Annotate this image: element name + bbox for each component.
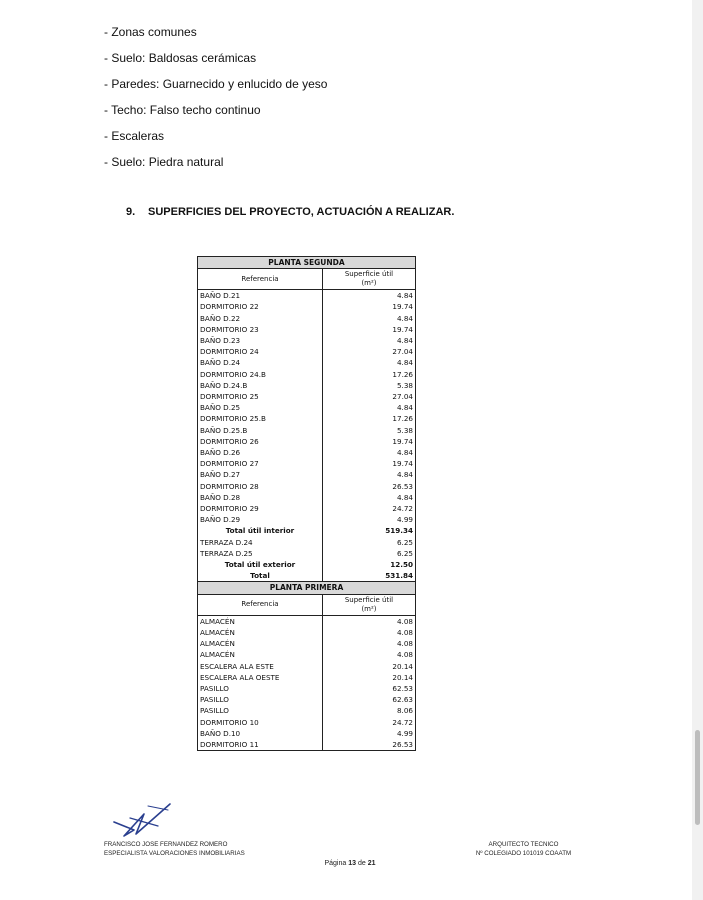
room-reference: TERRAZA D.25 [198, 548, 323, 559]
room-area: 17.26 [322, 369, 415, 380]
table-row [198, 514, 416, 525]
table-row [198, 694, 416, 705]
column-header-area [322, 594, 415, 615]
bullet-item: - Paredes: Guarnecido y enlucido de yeso [104, 77, 328, 91]
footer-author-name: FRANCISCO JOSE FERNANDEZ ROMERO [104, 841, 228, 848]
bullet-item: - Escaleras [104, 129, 165, 143]
page-number [300, 860, 400, 867]
table-row [198, 335, 416, 346]
column-header-area-unit: (m²) [361, 279, 377, 288]
scrollbar-thumb[interactable] [695, 730, 700, 825]
column-header-row [198, 594, 416, 615]
room-area: 519.34 [322, 525, 415, 536]
column-header-reference: Referencia [198, 269, 323, 290]
room-reference: TERRAZA D.24 [198, 537, 323, 548]
table-row [198, 425, 416, 436]
room-reference: BAÑO D.25 [198, 402, 323, 413]
room-reference: DORMITORIO 27 [198, 458, 323, 469]
room-area: 4.08 [322, 649, 415, 660]
room-area: 531.84 [322, 570, 415, 582]
room-reference: Total [198, 570, 323, 582]
room-reference: PASILLO [198, 705, 323, 716]
section-number: 9. [126, 206, 136, 218]
signature-image [110, 800, 174, 840]
surfaces-table [197, 256, 416, 751]
table-row [198, 357, 416, 368]
room-area: 27.04 [322, 346, 415, 357]
room-area: 19.74 [322, 436, 415, 447]
room-reference: DORMITORIO 10 [198, 717, 323, 728]
bullet-item: - Suelo: Baldosas cerámicas [104, 51, 257, 65]
table-row [198, 481, 416, 492]
table-row [198, 503, 416, 514]
room-reference: DORMITORIO 25 [198, 391, 323, 402]
room-area: 4.84 [322, 290, 415, 302]
room-area: 4.08 [322, 638, 415, 649]
room-reference: PASILLO [198, 694, 323, 705]
page-of: de [357, 860, 366, 867]
room-area: 24.72 [322, 503, 415, 514]
room-area: 26.53 [322, 739, 415, 751]
table-row [198, 672, 416, 683]
table-row [198, 391, 416, 402]
vertical-scrollbar[interactable] [692, 0, 703, 900]
table-row [198, 469, 416, 480]
table-row [198, 346, 416, 357]
section-heading [126, 206, 454, 218]
room-area: 20.14 [322, 661, 415, 672]
table-row [198, 717, 416, 728]
room-reference: DORMITORIO 23 [198, 324, 323, 335]
footer-credentials [466, 840, 581, 858]
room-area: 20.14 [322, 672, 415, 683]
room-reference: DORMITORIO 29 [198, 503, 323, 514]
page-total: 21 [367, 860, 376, 867]
table-row [198, 683, 416, 694]
room-reference: DORMITORIO 11 [198, 739, 323, 751]
table-row [198, 402, 416, 413]
table-row [198, 728, 416, 739]
column-header-reference: Referencia [198, 594, 323, 615]
room-reference: BAÑO D.23 [198, 335, 323, 346]
room-area: 24.72 [322, 717, 415, 728]
room-area: 17.26 [322, 413, 415, 424]
room-area: 4.84 [322, 357, 415, 368]
room-area: 4.99 [322, 514, 415, 525]
table-row [198, 537, 416, 548]
table-row [198, 705, 416, 716]
room-area: 62.63 [322, 694, 415, 705]
room-area: 8.06 [322, 705, 415, 716]
table-row [198, 649, 416, 660]
room-reference: ESCALERA ALA OESTE [198, 672, 323, 683]
table-row [198, 413, 416, 424]
grand-total-row [198, 570, 416, 582]
room-reference: BAÑO D.24 [198, 357, 323, 368]
footer-profession: ARQUITECTO TECNICO [488, 841, 559, 848]
room-area: 4.84 [322, 447, 415, 458]
table-row [198, 739, 416, 751]
room-reference: ALMACÉN [198, 627, 323, 638]
table-row [198, 369, 416, 380]
floor-title: PLANTA PRIMERA [198, 582, 416, 594]
page-prefix: Página [324, 860, 347, 867]
section-title-row [198, 582, 416, 594]
room-reference: DORMITORIO 28 [198, 481, 323, 492]
room-reference: ALMACÉN [198, 649, 323, 660]
room-reference: DORMITORIO 22 [198, 301, 323, 312]
room-area: 4.84 [322, 492, 415, 503]
room-reference: ESCALERA ALA ESTE [198, 661, 323, 672]
section-title: SUPERFICIES DEL PROYECTO, ACTUACIÓN A REALIZAR. [148, 206, 455, 218]
room-area: 19.74 [322, 458, 415, 469]
room-area: 19.74 [322, 301, 415, 312]
table-row [198, 313, 416, 324]
room-reference: ALMACÉN [198, 615, 323, 627]
room-area: 5.38 [322, 425, 415, 436]
room-reference: BAÑO D.21 [198, 290, 323, 302]
room-reference: DORMITORIO 25.B [198, 413, 323, 424]
table-row [198, 492, 416, 503]
room-reference: ALMACÉN [198, 638, 323, 649]
room-area: 4.08 [322, 615, 415, 627]
table-row [198, 548, 416, 559]
room-reference: BAÑO D.10 [198, 728, 323, 739]
bullet-list [104, 22, 327, 178]
room-area: 4.84 [322, 313, 415, 324]
room-area: 27.04 [322, 391, 415, 402]
room-reference: BAÑO D.29 [198, 514, 323, 525]
room-area: 4.84 [322, 402, 415, 413]
room-reference: Total útil interior [198, 525, 323, 536]
table-row [198, 380, 416, 391]
section-title-row [198, 257, 416, 269]
table-row [198, 661, 416, 672]
room-area: 6.25 [322, 548, 415, 559]
table-row [198, 458, 416, 469]
room-area: 4.84 [322, 335, 415, 346]
column-header-area [322, 269, 415, 290]
column-header-area-line: Superficie útil [344, 270, 394, 279]
room-reference: Total útil exterior [198, 559, 323, 570]
room-area: 12.50 [322, 559, 415, 570]
floor-title: PLANTA SEGUNDA [198, 257, 416, 269]
table-row [198, 290, 416, 302]
column-header-area-line: Superficie útil [344, 595, 394, 604]
column-header-row [198, 269, 416, 290]
room-reference: DORMITORIO 24.B [198, 369, 323, 380]
page-current: 13 [348, 860, 357, 867]
room-area: 4.99 [322, 728, 415, 739]
footer-author [104, 840, 245, 858]
table-row [198, 324, 416, 335]
room-reference: DORMITORIO 24 [198, 346, 323, 357]
bullet-item: - Techo: Falso techo continuo [104, 103, 261, 117]
table-row [198, 638, 416, 649]
table-row [198, 447, 416, 458]
footer-registration: Nº COLEGIADO 101019 COAATM [475, 850, 572, 857]
room-reference: DORMITORIO 26 [198, 436, 323, 447]
table-row [198, 301, 416, 312]
room-reference: BAÑO D.22 [198, 313, 323, 324]
room-area: 62.53 [322, 683, 415, 694]
footer-author-role: ESPECIALISTA VALORACIONES INMOBILIARIAS [104, 850, 245, 857]
room-area: 4.08 [322, 627, 415, 638]
room-reference: BAÑO D.25.B [198, 425, 323, 436]
room-reference: BAÑO D.26 [198, 447, 323, 458]
table-row [198, 615, 416, 627]
room-reference: PASILLO [198, 683, 323, 694]
room-area: 19.74 [322, 324, 415, 335]
room-reference: BAÑO D.27 [198, 469, 323, 480]
room-area: 4.84 [322, 469, 415, 480]
room-area: 5.38 [322, 380, 415, 391]
room-reference: BAÑO D.28 [198, 492, 323, 503]
total-exterior-row [198, 559, 416, 570]
column-header-area-unit: (m²) [361, 604, 377, 613]
table-row [198, 627, 416, 638]
table-row [198, 436, 416, 447]
total-interior-row [198, 525, 416, 536]
room-area: 6.25 [322, 537, 415, 548]
bullet-item: - Suelo: Piedra natural [104, 155, 224, 169]
bullet-item: - Zonas comunes [104, 25, 197, 39]
room-reference: BAÑO D.24.B [198, 380, 323, 391]
surfaces-table-wrapper [197, 256, 416, 751]
room-area: 26.53 [322, 481, 415, 492]
